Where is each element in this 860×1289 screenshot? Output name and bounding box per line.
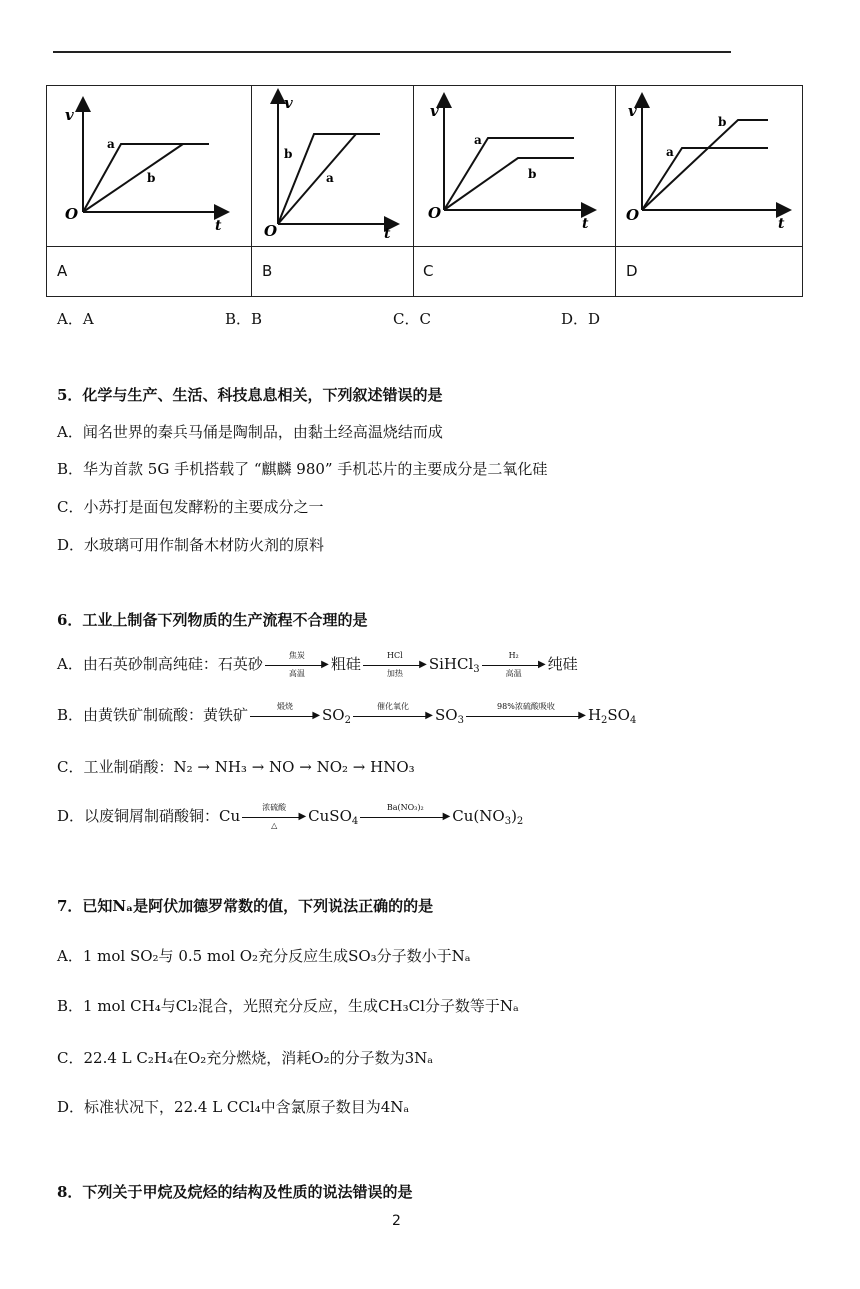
graph-label-a: A xyxy=(57,262,68,280)
q4-option-c: C．C xyxy=(393,310,431,328)
graph-label-b: B xyxy=(262,262,273,280)
axis-label-t: t xyxy=(582,216,589,232)
arrow-condition: H₂ xyxy=(508,651,519,660)
graph-label-c: C xyxy=(423,262,434,280)
arrow-condition: 浓硫酸 xyxy=(262,803,287,812)
arrow-condition: 加热 xyxy=(386,669,403,678)
curve-label-a: a xyxy=(326,171,334,185)
graph-b xyxy=(252,86,413,246)
graph-d xyxy=(616,86,802,246)
reaction-arrow: 焦炭 ▶ 高温 xyxy=(265,658,329,672)
arrow-condition: 焦炭 xyxy=(288,651,305,660)
axis-label-t: t xyxy=(384,226,391,242)
reaction-arrow: 催化氧化 ▶ xyxy=(353,709,433,723)
arrow-condition: △ xyxy=(271,821,278,830)
origin-label: O xyxy=(428,204,442,222)
q8-stem: 8．下列关于甲烷及烷烃的结构及性质的说法错误的是 xyxy=(57,1183,413,1201)
q5-option-d: D．水玻璃可用作制备木材防火剂的原料 xyxy=(57,536,325,554)
q7-stem: 7．已知Nₐ是阿伏加德罗常数的值，下列说法正确的的是 xyxy=(57,897,434,915)
curve-label-a: a xyxy=(474,133,482,147)
arrow-condition: 高温 xyxy=(288,669,305,678)
arrow-condition: 高温 xyxy=(505,669,522,678)
q5-option-b: B．华为首款 5G 手机搭载了 “麒麟 980” 手机芯片的主要成分是二氧化硅 xyxy=(57,460,548,478)
q4-option-a: A．A xyxy=(57,310,94,328)
top-rule xyxy=(53,51,731,53)
q5-stem: 5．化学与生产、生活、科技息息相关，下列叙述错误的是 xyxy=(57,386,443,404)
curve-label-a: a xyxy=(107,137,115,151)
graph-table xyxy=(46,85,803,297)
axis-label-v: v xyxy=(65,106,74,124)
reaction-arrow: Ba(NO₃)₂ ▶ xyxy=(360,810,450,824)
reaction-arrow: 浓硫酸 ▶ △ xyxy=(242,810,306,824)
q5-option-a: A．闻名世界的秦兵马俑是陶制品，由黏土经高温烧结而成 xyxy=(57,423,443,441)
q5-option-c: C．小苏打是面包发酵粉的主要成分之一 xyxy=(57,498,324,516)
axis-label-v: v xyxy=(628,102,637,120)
curve-label-b: b xyxy=(718,115,727,129)
graph-a xyxy=(47,86,251,246)
page-number: 2 xyxy=(392,1213,401,1229)
origin-label: O xyxy=(626,206,640,224)
q7-option-c: C．22.4 L C₂H₄在O₂充分燃烧，消耗O₂的分子数为3Nₐ xyxy=(57,1049,434,1067)
axis-label-t: t xyxy=(778,216,785,232)
origin-label: O xyxy=(264,222,278,240)
q7-option-d: D．标准状况下，22.4 L CCl₄中含氯原子数目为4Nₐ xyxy=(57,1098,410,1116)
arrow-condition: 催化氧化 xyxy=(376,702,409,711)
q6-option-b: B．由黄铁矿制硫酸：黄铁矿 煅烧 ▶ $SO_2$ 催化氧化 ▶ $SO_3$ 98%浓硫酸吸收 ▶ $H_2SO_4$ xyxy=(57,702,637,726)
axis-label-v: v xyxy=(284,94,293,112)
q7-option-b: B．1 mol CH₄与Cl₂混合，光照充分反应，生成CH₃Cl分子数等于Nₐ xyxy=(57,997,519,1015)
arrow-condition: 煅烧 xyxy=(277,702,294,711)
reaction-arrow: HCl ▶ 加热 xyxy=(363,658,427,672)
q6-a-prefix: A．由石英砂制高纯硅：石英砂 xyxy=(57,655,263,673)
origin-label: O xyxy=(65,205,79,223)
q4-option-d: D．D xyxy=(561,310,601,328)
q6-d-prefix: D．以废铜屑制硝酸铜：Cu xyxy=(57,807,241,825)
graph-label-d: D xyxy=(626,262,638,280)
curve-label-b: b xyxy=(147,171,156,185)
reaction-arrow: 煅烧 ▶ xyxy=(250,709,320,723)
axis-label-t: t xyxy=(215,218,222,234)
q6-option-d: D．以废铜屑制硝酸铜：Cu 浓硫酸 ▶ △ CuSO$_4$ Ba(NO₃)₂ ▶ $Cu(NO_3)_2$ xyxy=(57,803,524,830)
q6-option-c: C．工业制硝酸：N₂ → NH₃ → NO → NO₂ → HNO₃ xyxy=(57,758,415,776)
arrow-condition: 98%浓硫酸吸收 xyxy=(497,702,555,711)
graph-c xyxy=(414,86,615,246)
q6-a-mid1: 粗硅 xyxy=(330,655,361,673)
table-divider xyxy=(47,246,802,247)
subscript: 3 xyxy=(473,664,480,675)
q6-b-prefix: B．由黄铁矿制硫酸：黄铁矿 xyxy=(57,706,249,724)
curve-label-b: b xyxy=(284,147,293,161)
q6-a-end: 纯硅 xyxy=(547,655,578,673)
arrow-condition: HCl xyxy=(387,651,403,660)
reaction-arrow: H₂ ▶ 高温 xyxy=(482,658,546,672)
q7-option-a: A．1 mol SO₂与 0.5 mol O₂充分反应生成SO₃分子数小于Nₐ xyxy=(57,947,471,965)
arrow-condition: Ba(NO₃)₂ xyxy=(386,803,424,812)
q6-a-mid2: SiHCl xyxy=(428,655,474,673)
curve-label-a: a xyxy=(666,145,674,159)
q4-option-b: B．B xyxy=(225,310,263,328)
curve-label-b: b xyxy=(528,167,537,181)
q6-stem: 6．工业上制备下列物质的生产流程不合理的是 xyxy=(57,611,368,629)
axis-label-v: v xyxy=(430,102,439,120)
reaction-arrow: 98%浓硫酸吸收 ▶ xyxy=(466,709,586,723)
q6-option-a xyxy=(57,651,578,678)
